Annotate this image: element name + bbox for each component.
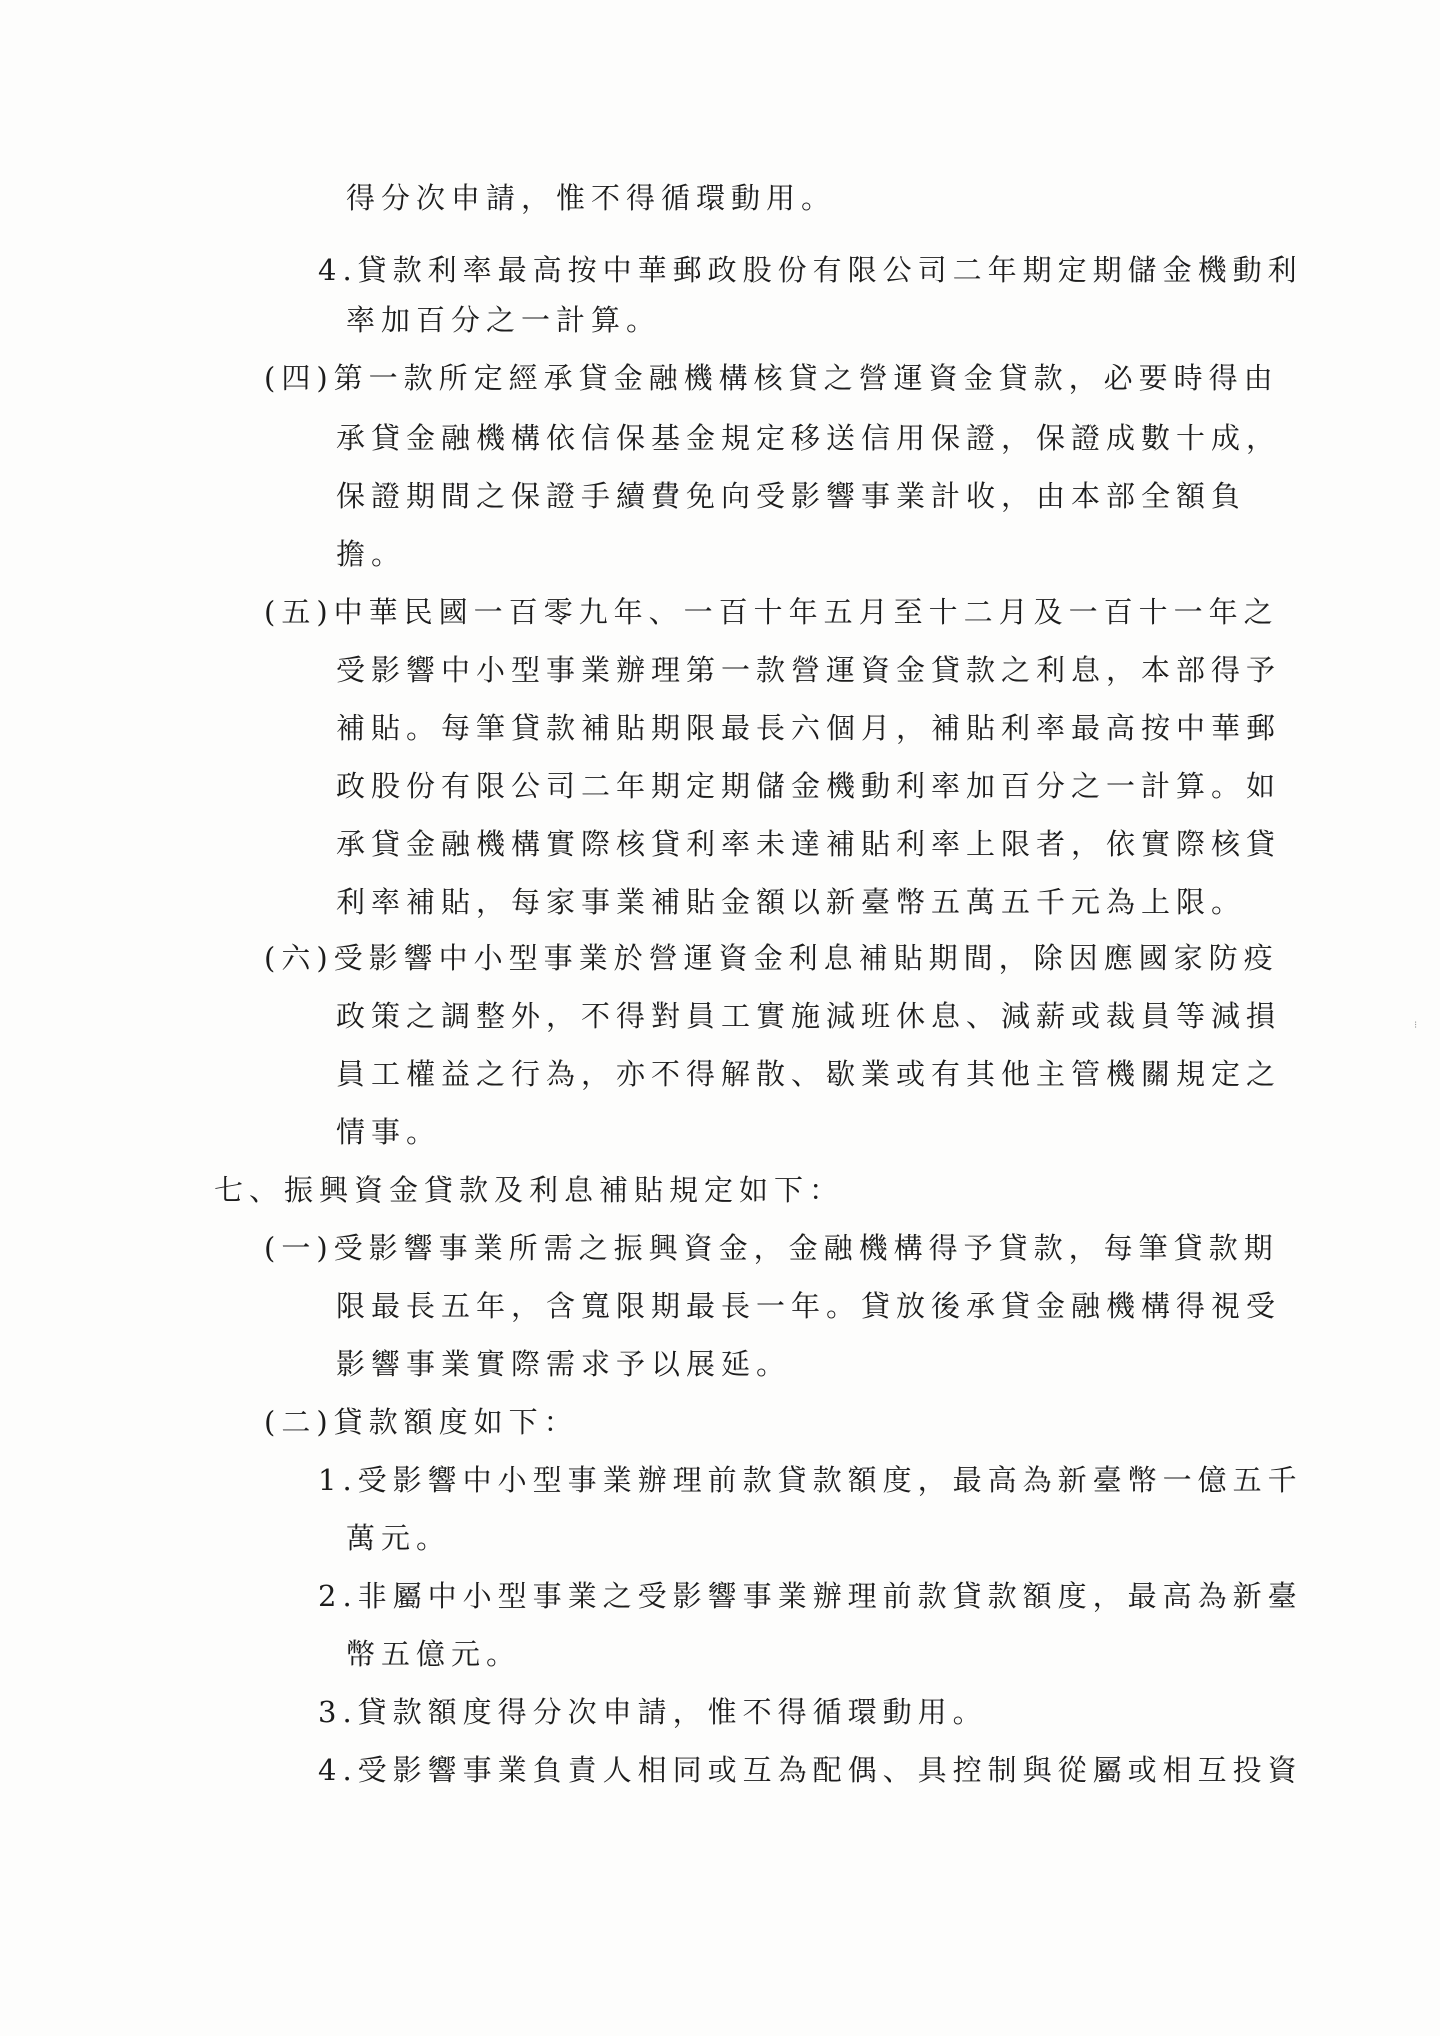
text-line: 萬元。 <box>346 1521 452 1555</box>
text-line: (六)受影響中小型事業於營運資金利息補貼期間，除因應國家防疫 <box>264 941 1279 975</box>
text-line: 承貸金融機構實際核貸利率未達補貼利率上限者，依實際核貸 <box>336 827 1282 861</box>
text-line: 4.受影響事業負責人相同或互為配偶、具控制與從屬或相互投資 <box>318 1753 1303 1787</box>
text-line: 幣五億元。 <box>346 1637 522 1671</box>
text-line: 1.受影響中小型事業辦理前款貸款額度，最高為新臺幣一億五千 <box>318 1463 1303 1497</box>
text-line: 限最長五年，含寬限期最長一年。貸放後承貸金融機構得視受 <box>336 1289 1282 1323</box>
text-line: 率加百分之一計算。 <box>346 303 662 337</box>
text-line: 影響事業實際需求予以展延。 <box>336 1347 792 1381</box>
text-line: 2.非屬中小型事業之受影響事業辦理前款貸款額度，最高為新臺 <box>318 1579 1303 1613</box>
text-line: (五)中華民國一百零九年、一百十年五月至十二月及一百十一年之 <box>264 595 1279 629</box>
text-line: 保證期間之保證手續費免向受影響事業計收，由本部全額負 <box>336 479 1247 513</box>
text-line: 承貸金融機構依信保基金規定移送信用保證，保證成數十成， <box>336 421 1282 455</box>
text-line: 受影響中小型事業辦理第一款營運資金貸款之利息，本部得予 <box>336 653 1282 687</box>
text-line: 4.貸款利率最高按中華郵政股份有限公司二年期定期儲金機動利 <box>318 253 1303 287</box>
text-line: 情事。 <box>336 1115 442 1149</box>
text-line: 利率補貼，每家事業補貼金額以新臺幣五萬五千元為上限。 <box>336 885 1247 919</box>
text-line: 員工權益之行為，亦不得解散、歇業或有其他主管機關規定之 <box>336 1057 1282 1091</box>
text-line: 3.貸款額度得分次申請，惟不得循環動用。 <box>318 1695 988 1729</box>
text-line: 補貼。每筆貸款補貼期限最長六個月，補貼利率最高按中華郵 <box>336 711 1282 745</box>
section-heading: 七、振興資金貸款及利息補貼規定如下： <box>214 1173 845 1207</box>
text-line: (一)受影響事業所需之振興資金，金融機構得予貸款，每筆貸款期 <box>264 1231 1279 1265</box>
text-line: 政策之調整外，不得對員工實施減班休息、減薪或裁員等減損 <box>336 999 1282 1033</box>
text-line: (四)第一款所定經承貸金融機構核貸之營運資金貸款，必要時得由 <box>264 361 1279 395</box>
margin-mark: ⁝ <box>1414 1020 1418 1031</box>
text-line: 得分次申請，惟不得循環動用。 <box>346 181 837 215</box>
text-line: 擔。 <box>336 537 407 571</box>
text-line: (二)貸款額度如下： <box>264 1405 579 1439</box>
text-line: 政股份有限公司二年期定期儲金機動利率加百分之一計算。如 <box>336 769 1282 803</box>
